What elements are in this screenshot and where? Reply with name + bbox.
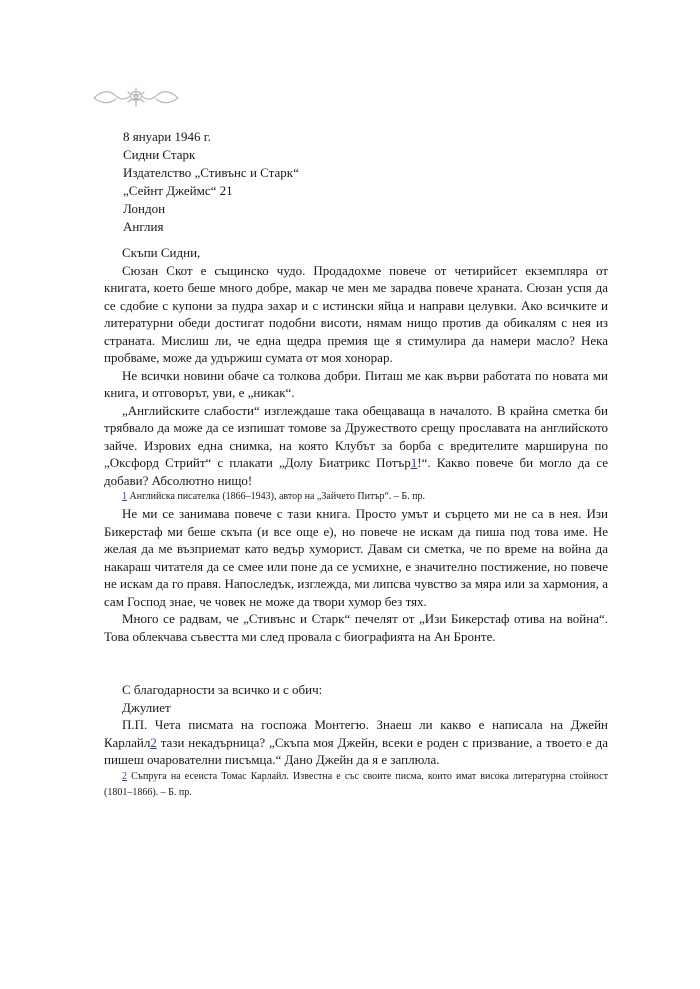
postscript-text-end: тази некадърница? „Скъпа моя Джейн, всеки е роден с призвание, а твоето е да пишеш очарователни писъмца.“ Дано Джейн да я е заплюла. (104, 734, 608, 767)
decorative-flourish-icon (92, 84, 180, 110)
recipient-street: „Сейнт Джеймс“ 21 (123, 183, 233, 198)
paragraph-5: Много се радвам, че „Стивънс и Старк“ печелят от „Изи Бикерстаф отива на война“. Това облекчава съвестта ми след провала с биографията на Ан Бронте. (104, 611, 608, 644)
recipient-country: Англия (123, 219, 164, 234)
paragraph-1: Сюзан Скот е същинско чудо. Продадохме повече от четирийсет екземпляра от книгата, което беше много добре, макар че мен ме зарадва повече храната. Сюзан успя да се сдобие с купони за пудра захар и с истински яйца и направи целувки. Ако всичките и литературни обеди достигат подобни висоти, нямам нищо против да обикалям с нея из страната. Мислиш ли, че една щедра премия ще я стимулира да намери масло? Нека пробваме, може да удържиш сумата от моя хонорар. (104, 262, 608, 365)
spacer (104, 645, 608, 681)
footnote-1-backlink[interactable]: 1 (122, 491, 127, 502)
footnote-2-text: Съпруга на есеиста Томас Карлайл. Известна е със своите писма, които имат висока литературна стойност (1801–1866). – Б. пр. (104, 770, 608, 798)
recipient-publisher: Издателство „Стивънс и Старк“ (123, 165, 299, 180)
footnote-2 (104, 769, 608, 801)
footnote-1 (104, 489, 608, 505)
closing-block (104, 681, 608, 801)
postscript (104, 716, 608, 769)
paragraph-3-text: „Английските слабости“ изглеждаше така обещаваща в началото. В крайна сметка би трябвало да може да се изпишат томове за Дружеството срещу прославата на английското зайче. Изрових една снимка, на която Клубът за борба с вредителите маршируна по „Оксфорд Стрийт“ с плакати „Долу Биатрикс Потър (104, 402, 608, 470)
closing-line: С благодарности за всичко и с обич: (122, 682, 323, 697)
footnote-1-text: Английска писателка (1866–1943), автор на „Зайчето Питър“. – Б. пр. (127, 491, 426, 502)
recipient-city: Лондон (123, 201, 166, 216)
paragraph-2: Не всички новини обаче са толкова добри. Питаш ме как върви работата по новата ми книга, и отговорът, уви, е „никак“. (104, 367, 608, 400)
salutation: Скъпи Сидни, (122, 245, 201, 260)
footnote-1-link[interactable]: 1 (410, 455, 418, 470)
footnote-2-link[interactable]: 2 (150, 734, 157, 750)
postscript-text: П.П. Чета писмата на госпожа Монтегю. Знаеш ли какво е написала на Джейн Карлайл (104, 717, 608, 750)
address-block (123, 128, 299, 236)
footnote-2-backlink[interactable]: 2 (122, 770, 127, 782)
paragraph-3 (104, 402, 608, 490)
paragraph-3-text-end: !“. Какво повече би могло да се добави? Абсолютно нищо! (104, 455, 608, 488)
signature: Джулиет (122, 699, 171, 715)
paragraph-4: Не ми се занимава повече с тази книга. Просто умът и сърцето ми не са в нея. Изи Бикерстаф ми беше скъпа (и все още е), но повече не искам да пиша под това име. Не желая да ме възприемат като ведър хуморист. Давам си сметка, че по време на война да накараш читателя да се смее или поне да се усмихне, е значително постижение, но повече не искам да го правя. Напоследък, изглежда, ми липсва чувство за мяра или за хармония, а сам Господ знае, че човек не може да твори хумор без тях. (104, 506, 608, 609)
letter-body (104, 244, 608, 801)
recipient-name: Сидни Старк (123, 147, 196, 162)
letter-date: 8 януари 1946 г. (123, 129, 211, 144)
